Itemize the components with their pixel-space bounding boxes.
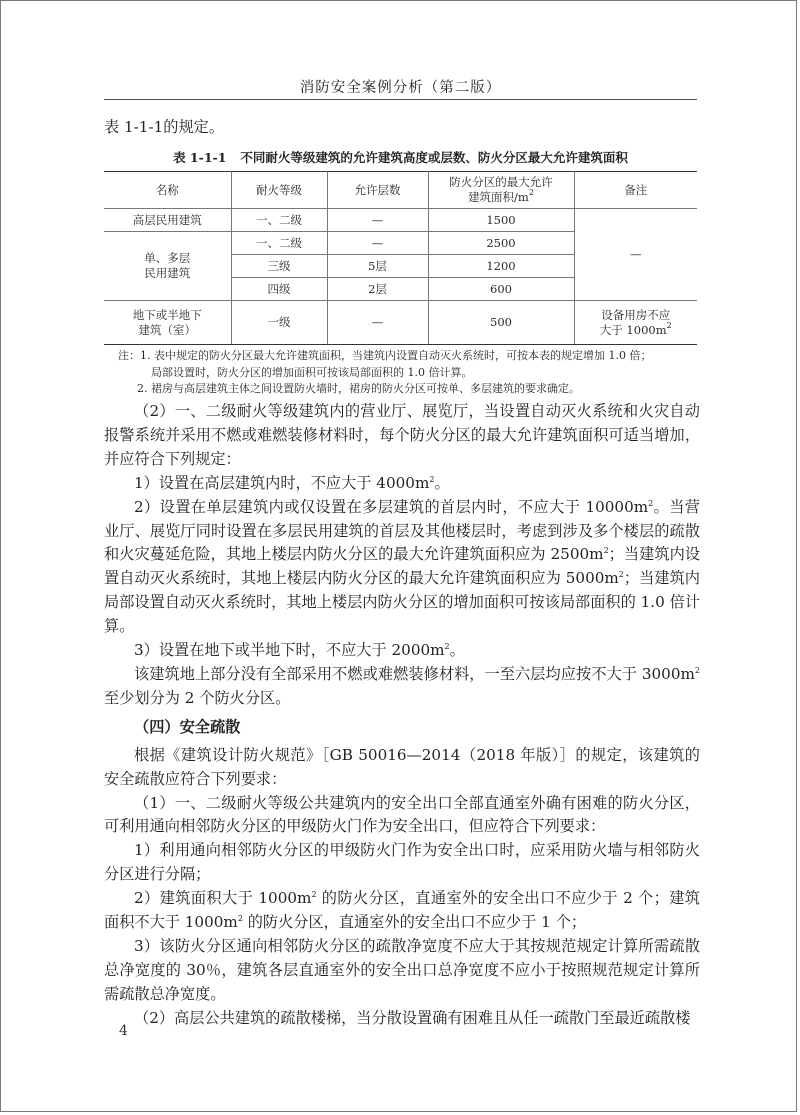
cell-floors: —	[327, 232, 428, 255]
table-caption-number: 表 1-1-1	[173, 150, 227, 165]
cell-area: 1200	[428, 255, 574, 278]
note-2: 2. 裙房与高层建筑主体之间设置防火墙时，裙房的防火分区可按单、多层建筑的要求确定。	[137, 382, 580, 395]
superscript: 2	[648, 498, 654, 508]
text-run: 3）设置在地下或半地下时，不应大于 2000m	[134, 641, 445, 660]
text-run: 。	[449, 641, 465, 660]
page-number: 4	[119, 1023, 128, 1039]
superscript: 2	[311, 890, 317, 900]
cell-grade: 四级	[231, 278, 327, 301]
cell-remark-line2: 大于 1000m	[599, 322, 667, 337]
body-text	[104, 400, 700, 1031]
cell-remark-merged: —	[574, 209, 697, 301]
header-grade: 耐火等级	[231, 172, 327, 209]
cell-area: 500	[428, 301, 574, 345]
paragraph	[104, 887, 700, 935]
superscript: 2	[603, 546, 609, 556]
running-head: 消防安全案例分析（第二版）	[299, 80, 502, 96]
text-run: 至少划分为 2 个防火分区。	[104, 688, 291, 707]
text-run: 。	[434, 473, 450, 492]
text-run: ；当建筑内设置自动灭火系统时，其地上楼层内防火分区的最大允许建筑面积应为 5000m	[104, 545, 701, 588]
header-name: 名称	[104, 172, 231, 209]
cell-remark	[574, 301, 697, 345]
text-run: 。当营业厅、展览厅同时设置在多层民用建筑的首层及其他楼层时，考虑到涉及多个楼层的疏散和火灾蔓延危险，其地上楼层内防火分区的最大允许建筑面积应为 2500m	[104, 497, 700, 564]
text-run: 2）建筑面积大于 1000m	[134, 889, 312, 908]
cell-floors: 2层	[327, 278, 428, 301]
paragraph: 根据《建筑设计防火规范》［GB 50016—2014（2018 年版）］的规定，该建筑的安全疏散应符合下列要求：	[104, 745, 700, 788]
cell-name: 高层民用建筑	[104, 209, 231, 232]
superscript: 2	[429, 474, 435, 484]
cell-name	[104, 232, 231, 301]
cell-area: 2500	[428, 232, 574, 255]
cell-floors: —	[327, 301, 428, 345]
table-header-row	[104, 172, 697, 209]
text-run: 1）设置在高层建筑内时，不应大于 4000m	[134, 473, 430, 492]
superscript: 2	[618, 570, 624, 580]
table-caption	[104, 148, 697, 166]
paragraph: 1）利用通向相邻防火分区的甲级防火门作为安全出口时，应采用防火墙与相邻防火分区进行分隔；	[104, 841, 700, 884]
section-heading: （四）安全疏散	[134, 717, 241, 736]
note-1-continued: 局部设置时，防火分区的增加面积可按该局部面积的 1.0 倍计算。	[151, 365, 473, 379]
superscript: 2	[694, 665, 700, 675]
cell-grade: 一级	[231, 301, 327, 345]
cell-name-line1: 单、多层	[144, 251, 191, 265]
header-area-line1: 防火分区的最大允许	[449, 175, 553, 189]
superscript: 2	[444, 642, 450, 652]
superscript: 2	[666, 320, 672, 330]
cell-grade: 一、二级	[231, 209, 327, 232]
text-run: 的防火分区，直通室外的安全出口不应少于 1 个；	[242, 913, 587, 932]
table-notes	[118, 348, 698, 398]
header-remark: 备注	[574, 172, 697, 209]
paragraph	[104, 496, 700, 639]
paragraph: （1）一、二级耐火等级公共建筑内的安全出口全部直通室外确有困难的防火分区，可利用通向相邻防火分区的甲级防火门作为安全出口，但应符合下列要求：	[104, 793, 700, 836]
note-1: 注：1. 表中规定的防火分区最大允许建筑面积，当建筑内设置自动灭火系统时，可按本表的规定增加 1.0 倍；	[118, 349, 652, 362]
cell-floors: —	[327, 209, 428, 232]
text-run: ；当建筑内局部设置自动灭火系统时，其地上楼层内防火分区的增加面积可按该局部面积的 1.0 倍计算。	[104, 569, 700, 636]
cell-floors: 5层	[327, 255, 428, 278]
text-run: 该建筑地上部分没有全部采用不燃或难燃装修材料，一至六层均应按不大于 3000m	[134, 664, 695, 683]
text-run: 2）设置在单层建筑内或仅设置在多层建筑的首层内时，不应大于 10000m	[134, 497, 649, 516]
cell-area: 1500	[428, 209, 574, 232]
superscript: 2	[528, 188, 534, 197]
table-row	[104, 209, 697, 232]
header-floors: 允许层数	[327, 172, 428, 209]
cell-name-line1: 地下或半地下	[132, 307, 202, 322]
superscript: 2	[237, 914, 243, 924]
text-run: 的防火分区，直通室外的安全出口不应少于 2 个；建筑面积不大于 1000m	[104, 889, 700, 932]
cell-name	[104, 301, 231, 345]
paragraph	[104, 639, 700, 663]
paragraph: 3）该防火分区通向相邻防火分区的疏散净宽度不应大于其按规范规定计算所需疏散总净宽度的 30％，建筑各层直通室外的安全出口总净宽度不应小于按照规范规定计算所需疏散总净宽度。	[104, 936, 700, 1003]
cell-name-line2: 建筑（室）	[138, 322, 196, 337]
cell-grade: 三级	[231, 255, 327, 278]
fire-compartment-table	[104, 171, 697, 345]
cell-name-line2: 民用建筑	[144, 266, 191, 280]
paragraph	[104, 472, 700, 496]
cell-remark-line1: 设备用房不应	[601, 307, 671, 322]
paragraph: （2）一、二级耐火等级建筑内的营业厅、展览厅，当设置自动灭火系统和火灾自动报警系统并采用不燃或难燃装修材料时，每个防火分区的最大允许建筑面积可适当增加，并应符合下列规定：	[104, 402, 700, 468]
header-rule	[104, 99, 697, 100]
intro-line	[104, 116, 700, 140]
cell-grade: 一、二级	[231, 232, 327, 255]
cell-area: 600	[428, 278, 574, 301]
paragraph	[104, 663, 700, 711]
header-area	[428, 172, 574, 209]
table-row	[104, 301, 697, 345]
intro-text: 表 1-1-1的规定。	[104, 118, 225, 136]
header-area-line2: 建筑面积/m	[468, 190, 529, 204]
table-caption-title: 不同耐火等级建筑的允许建筑高度或层数、防火分区最大允许建筑面积	[240, 150, 628, 165]
paragraph: （2）高层公共建筑的疏散楼梯，当分散设置确有困难且从任一疏散门至最近疏散楼	[134, 1008, 691, 1027]
